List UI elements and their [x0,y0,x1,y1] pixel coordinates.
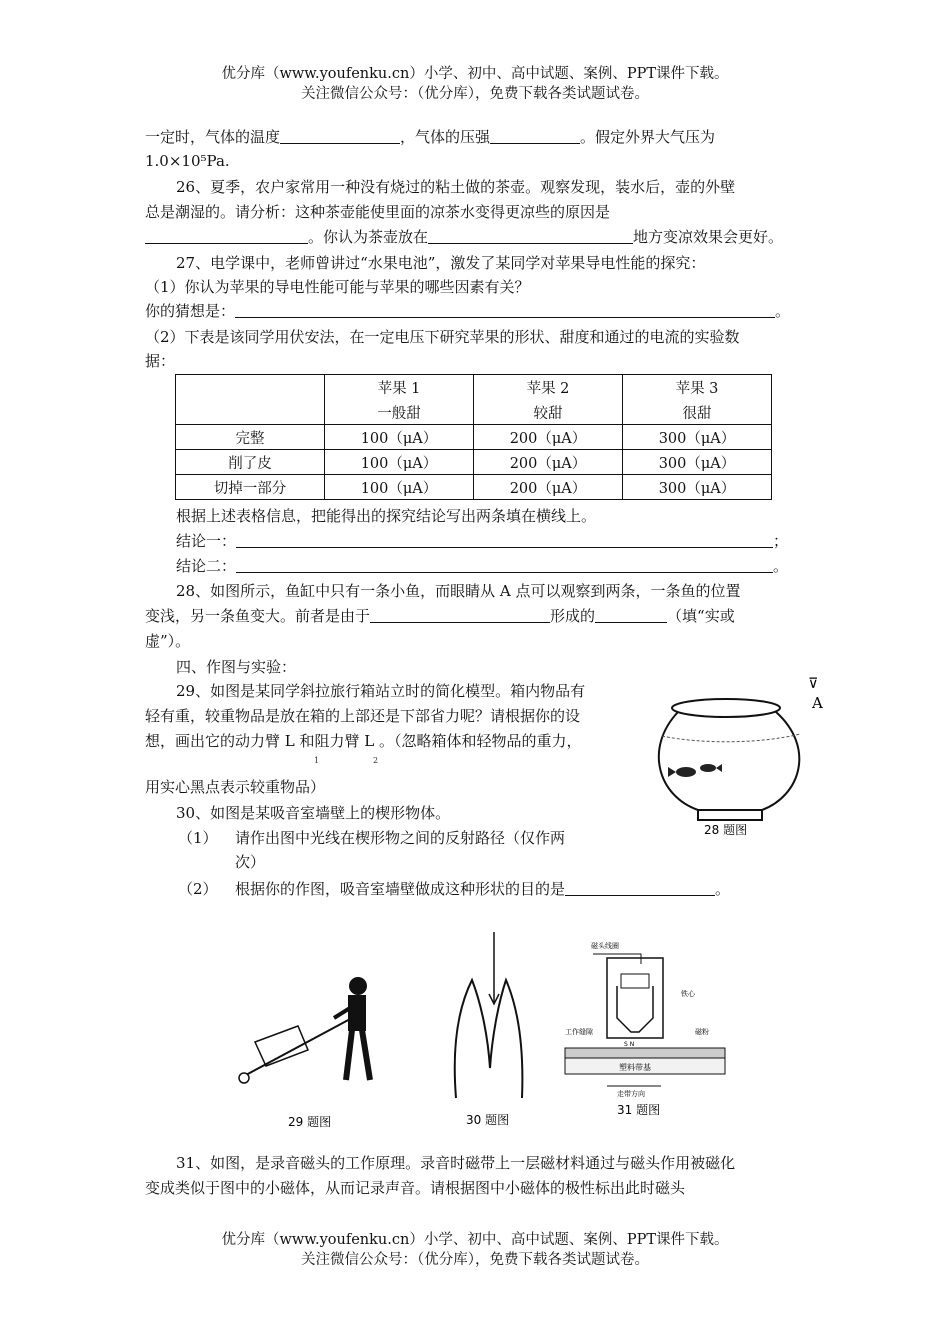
blank[interactable] [370,606,550,623]
q29-line-2: 轻有重，较重物品是放在箱的上部还是下部省力呢？请根据你的设 [145,707,581,725]
powder-label: 磁粉 [695,1028,709,1036]
coil-label: 磁头线圈 [591,942,619,950]
blank[interactable] [428,227,633,244]
header-line-1: 优分库（www.youfenku.cn）小学、初中、高中试题、案例、PPT课件下载。 [221,66,729,82]
table-cell: 300（μA） [623,450,772,475]
recording-head-figure [563,936,733,1118]
footer-line-1: 优分库（www.youfenku.cn）小学、初中、高中试题、案例、PPT课件下载。 [221,1232,729,1248]
row-label: 切掉一部分 [176,475,325,500]
direction-label: 走带方向 [617,1090,645,1098]
table-cell: 200（μA） [474,425,623,450]
q30-item-2-number: （2） [178,880,218,898]
row-label: 完整 [176,425,325,450]
wedge-figure [430,928,550,1128]
q27-guess: 你的猜想是： 。 [145,302,791,320]
coil [621,974,649,988]
q29-line-1: 29、如图是某同学斜拉旅行箱站立时的简化模型。箱内物品有 [176,682,586,700]
bowl-base [698,810,762,820]
blank[interactable] [280,127,400,144]
q27-conclusion-2: 结论二： 。 [176,557,789,575]
q30-item-1-line-1: 请作出图中光线在楔形物之间的反射路径（仅作两 [235,829,566,847]
q30-line-1: 30、如图是某吸音室墙壁上的楔形物体。 [176,804,451,822]
q28-line-1: 28、如图所示，鱼缸中只有一条小鱼，而眼睛从 A 点可以观察到两条，一条鱼的位置 [176,582,741,600]
guess-blank[interactable] [235,301,775,318]
conclusion-2-blank[interactable] [236,556,773,573]
coil-wire [593,954,641,964]
blank[interactable] [565,879,715,896]
q27-part-2-line-2: 据： [145,352,176,370]
water-surface [662,734,800,742]
q27-after-table: 根据上述表格信息，把能得出的探究结论写出两条填在横线上。 [176,507,597,525]
fish-icon [668,767,696,777]
q29-line-3: 想，画出它的动力臂 L 和阻力臂 L 。（忽略箱体和轻物品的重力， [145,732,582,750]
q26-line-3: 。你认为茶壶放在 地方变凉效果会更好。 [145,226,783,248]
table-header-row [176,375,772,425]
figure-29-caption: 29 题图 [288,1115,332,1129]
q27-line-1: 27、电学课中，老师曾讲过“水果电池”，激发了某同学对苹果导电性能的探究： [176,254,706,272]
fish-bowl-figure [650,668,850,838]
section-4-title: 四、作图与实验： [176,658,297,676]
blank[interactable] [145,227,308,244]
table-header-cell: 苹果 1 一般甜 [325,375,474,425]
conclusion-1-blank[interactable] [236,531,773,548]
q27-conclusion-1: 结论一： ； [176,532,789,550]
gap-label: 工作缝隙 [565,1028,593,1036]
q26-line-1: 26、夏季，农户家常用一种没有烧过的粘土做的茶壶。观察发现，装水后，壶的外壁 [176,178,736,196]
q30-item-1-line-2: 次） [235,853,266,871]
row-label: 削了皮 [176,450,325,475]
tape-label: 塑料带基 [619,1063,651,1072]
table-cell: 300（μA） [623,425,772,450]
q27-part-2-line-1: （2）下表是该同学用伏安法，在一定电压下研究苹果的形状、甜度和通过的电流的实验数 [145,328,740,346]
table-row [176,425,772,450]
table-cell: 200（μA） [474,450,623,475]
table-row [176,475,772,500]
figure-31-caption: 31 题图 [617,1103,661,1117]
q25-line-1: 一定时，气体的温度 ，气体的压强 。假定外界大气压为 [145,128,716,146]
header-line-2: 关注微信公众号：（优分库），免费下载各类试题试卷。 [301,86,649,102]
table-row [176,450,772,475]
q28-line-3: 虚”）。 [145,632,191,650]
subscript-1: 1 [314,756,320,765]
figure-30-caption: 30 题图 [466,1113,510,1127]
person-icon [334,977,370,1080]
figure-28-caption: 28 题图 [704,823,748,837]
table-cell: 300（μA） [623,475,772,500]
point-a-label: A [812,694,823,712]
suitcase-wheel [239,1073,249,1083]
core-frame [607,958,663,1038]
q29-line-4: 用实心黑点表示较重物品） [145,778,326,796]
q30-item-2: 根据你的作图，吸音室墙壁做成这种形状的目的是 。 [235,880,731,898]
iron-core [617,986,653,1032]
table-cell: 100（μA） [325,425,474,450]
fish-icon [700,764,722,772]
blank[interactable] [595,606,667,623]
blank[interactable] [490,127,580,144]
bowl-body [659,712,799,810]
magnetic-layer [565,1048,725,1058]
table-header-cell: 苹果 2 较甜 [474,375,623,425]
q26-line-2: 总是潮湿的。请分析：这种茶壶能使里面的凉茶水变得更凉些的原因是 [145,203,611,221]
bowl-rim [672,699,780,717]
footer-line-2: 关注微信公众号：（优分库），免费下载各类试题试卷。 [301,1252,649,1268]
table-header-cell: 苹果 3 很甜 [623,375,772,425]
q31-line-2: 变成类似于图中的小磁体，从而记录声音。请根据图中小磁体的极性标出此时磁头 [145,1179,686,1197]
table-corner-cell [176,375,325,425]
q28-line-2: 变浅，另一条鱼变大。前者是由于 形成的 （填“实或 [145,607,735,625]
q27-part-1: （1）你认为苹果的导电性能可能与苹果的哪些因素有关？ [145,278,530,296]
subscript-2: 2 [373,756,379,765]
eye-icon: ⊽ [808,676,819,692]
apple-data-table [175,374,772,500]
table-cell: 100（μA） [325,475,474,500]
q31-line-1: 31、如图，是录音磁头的工作原理。录音时磁带上一层磁材料通过与磁头作用被磁化 [176,1154,736,1172]
table-cell: 100（μA） [325,450,474,475]
pole-label: S N [624,1041,635,1048]
core-label: 铁心 [681,990,695,998]
q30-item-1-number: （1） [178,829,218,847]
q25-line-2: 1.0×10⁵Pa. [145,152,230,170]
suitcase-figure [230,968,410,1133]
table-cell: 200（μA） [474,475,623,500]
wedges [455,980,523,1098]
